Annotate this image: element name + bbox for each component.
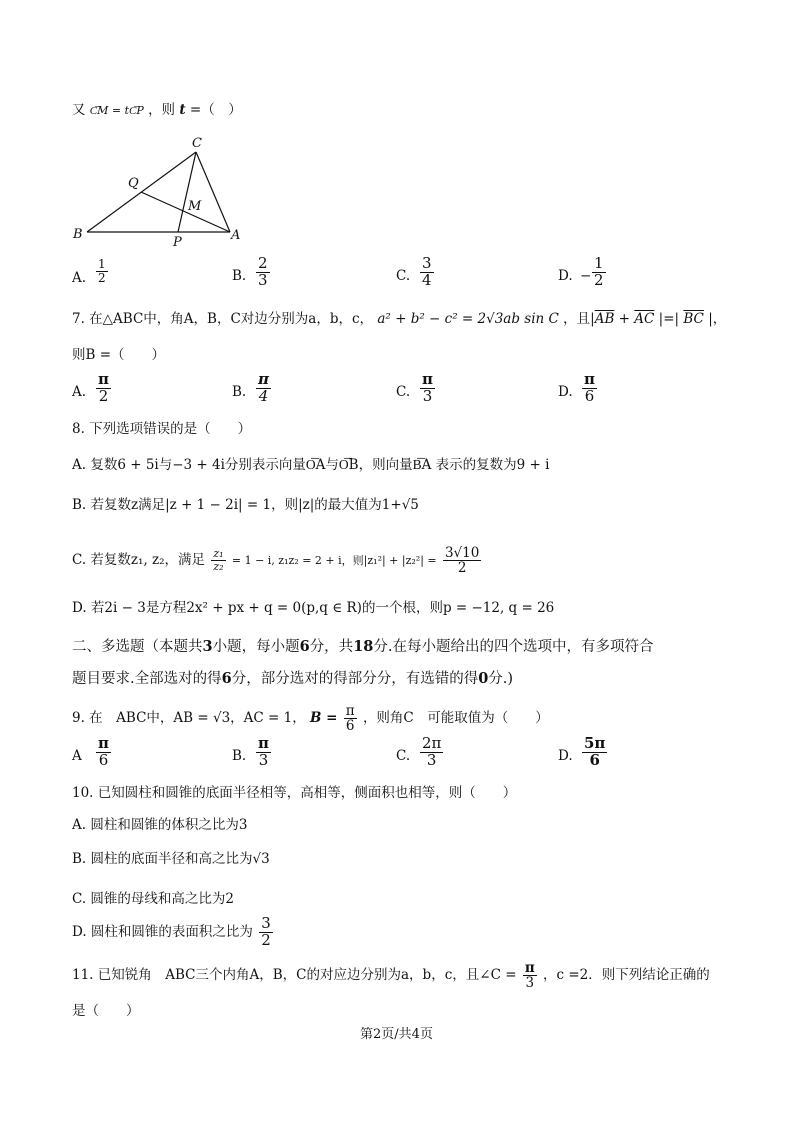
q6-relation: C͞M = tC͞P (89, 104, 144, 117)
q7-line1 (72, 310, 726, 328)
q10-option-b[interactable]: B. 圆柱的底面半径和高之比为√3 (72, 851, 270, 867)
section-2-heading: 二、多选题（本题共3小题，每小题6分，共18分.在每小题给出的四个选项中，有多项符合 (72, 638, 654, 655)
option-text: D. 圆柱和圆锥的表面积之比为 (72, 924, 253, 940)
option-label: B. (232, 268, 247, 284)
result-fraction: $\frac{3√10}{2}$ (444, 544, 480, 576)
option-fraction: $\frac{\pi}{4}$ (258, 370, 269, 405)
option-fraction: $\frac{\pi}{6}$ (98, 734, 109, 769)
option-label: D. (558, 268, 573, 284)
vector-ac: $\overline{AC}$ (634, 311, 655, 327)
q9-text: 9. 在 ABC中，AB = √3，AC = 1， (72, 710, 306, 726)
q11-text: 11. 已知锐角 ABC三个内角A，B，C的对应边分别为a，b，c，且∠C = (72, 967, 517, 983)
option-fraction: $\frac{1}{2}$ (98, 257, 106, 285)
q11-fraction: $\frac{\pi}{3}$ (524, 959, 535, 991)
q11-text: ，c =2．则下列结论正确的 (543, 967, 710, 983)
q8-option-c[interactable] (72, 540, 483, 580)
q9-angle: B = (310, 710, 338, 726)
label-c: C (192, 136, 202, 151)
ratio-fraction: $\frac{\text{z₁}}{\text{z₂}}$ (213, 547, 224, 573)
q6-var: t (179, 102, 186, 118)
abs-equals: |=| (654, 311, 684, 327)
q9-stem (72, 700, 549, 736)
q7-stem: 7. 在△ABC中，角A，B，C对边分别为a，b，c， (72, 311, 374, 327)
label-q: Q (128, 176, 139, 191)
option-fraction: $\frac{3}{4}$ (422, 254, 432, 289)
q8-option-b[interactable]: B. 若复数z满足|z + 1 − 2i| = 1，则|z|的最大值为1+√5 (72, 497, 419, 513)
option-label: A (72, 748, 82, 764)
q6-ask: ，则 (148, 102, 176, 118)
label-b: B (73, 227, 83, 242)
option-fraction: $\frac{1}{2}$ (594, 254, 604, 289)
label-m: M (188, 199, 202, 214)
segment-cp (178, 152, 196, 232)
q9-fraction: $\frac{\pi}{6}$ (345, 702, 355, 734)
q11-stem (72, 956, 710, 994)
option-label: D. (558, 384, 573, 400)
option-label: C. (396, 384, 411, 400)
label-a: A (231, 228, 241, 243)
q7-formula: a² + b² − c² = 2√3ab sin C (377, 311, 559, 327)
option-fraction: $\frac{\pi}{6}$ (584, 370, 595, 405)
q8-option-a[interactable]: A. 复数6 + 5i与−3 + 4i分别表示向量O͞A与O͞B，则向量B͞A 表示的复数为9 + i (72, 457, 550, 473)
abs-close: |， (703, 311, 727, 327)
option-label: B. (232, 748, 247, 764)
q10-option-c[interactable]: C. 圆锥的母线和高之比为2 (72, 891, 235, 907)
option-text: C. 若复数z₁, z₂，满足 (72, 552, 206, 568)
page-footer: 第2页/共4页 (360, 1027, 433, 1042)
vector-bc: $\overline{BC}$ (683, 311, 704, 327)
q7-line2: 则B =（ ） (72, 347, 166, 363)
plus-sign: + (614, 311, 635, 327)
option-label: A. (72, 270, 87, 286)
option-sign: − (580, 268, 592, 284)
side-ca (196, 152, 230, 232)
q10-stem: 10. 已知圆柱和圆锥的底面半径相等，高相等，侧面积也相等，则（ ） (72, 785, 517, 801)
q7-abs-open: ，且| (563, 311, 595, 327)
option-fraction: $\frac{5\pi}{6}$ (584, 734, 606, 769)
q10-option-a[interactable]: A. 圆柱和圆锥的体积之比为3 (72, 817, 248, 833)
q11-stem-cont: 是（ ） (72, 1003, 140, 1019)
option-fraction: $\frac{\pi}{3}$ (422, 370, 433, 405)
option-fraction: $\frac{2}{3}$ (258, 254, 268, 289)
option-label: C. (396, 748, 411, 764)
section-2-heading-cont: 题目要求.全部选对的得6分，部分选对的得部分分，有选错的得0分.) (72, 670, 514, 687)
option-fraction: $\frac{3}{2}$ (261, 914, 271, 949)
vector-ab: $\overline{AB}$ (594, 311, 615, 327)
q8-option-d[interactable]: D. 若2i − 3是方程2x² + px + q = 0(p,q ∈ R)的一个根，则p = −12, q = 26 (72, 600, 555, 616)
label-p: P (173, 235, 182, 250)
option-label: D. (558, 748, 573, 764)
option-text: = 1 − i, z₁z₂ = 2 + i，则|z₁²| + |z₂²| = (231, 554, 437, 567)
option-label: A. (72, 384, 87, 400)
option-fraction: $\frac{\pi}{3}$ (258, 734, 269, 769)
option-fraction: $\frac{\pi}{2}$ (98, 370, 109, 405)
q6-eq: =（ ） (189, 102, 242, 118)
q8-stem: 8. 下列选项错误的是（ ） (72, 421, 252, 437)
option-label: B. (232, 384, 247, 400)
option-fraction: $\frac{2\pi}{3}$ (422, 734, 442, 769)
option-label: C. (396, 268, 411, 284)
triangle-figure (70, 135, 250, 250)
q10-option-d[interactable] (72, 912, 275, 952)
q9-text: ，则角C 可能取值为（ ） (362, 710, 549, 726)
q6-line (72, 101, 242, 120)
q6-intro: 又 (72, 102, 86, 118)
